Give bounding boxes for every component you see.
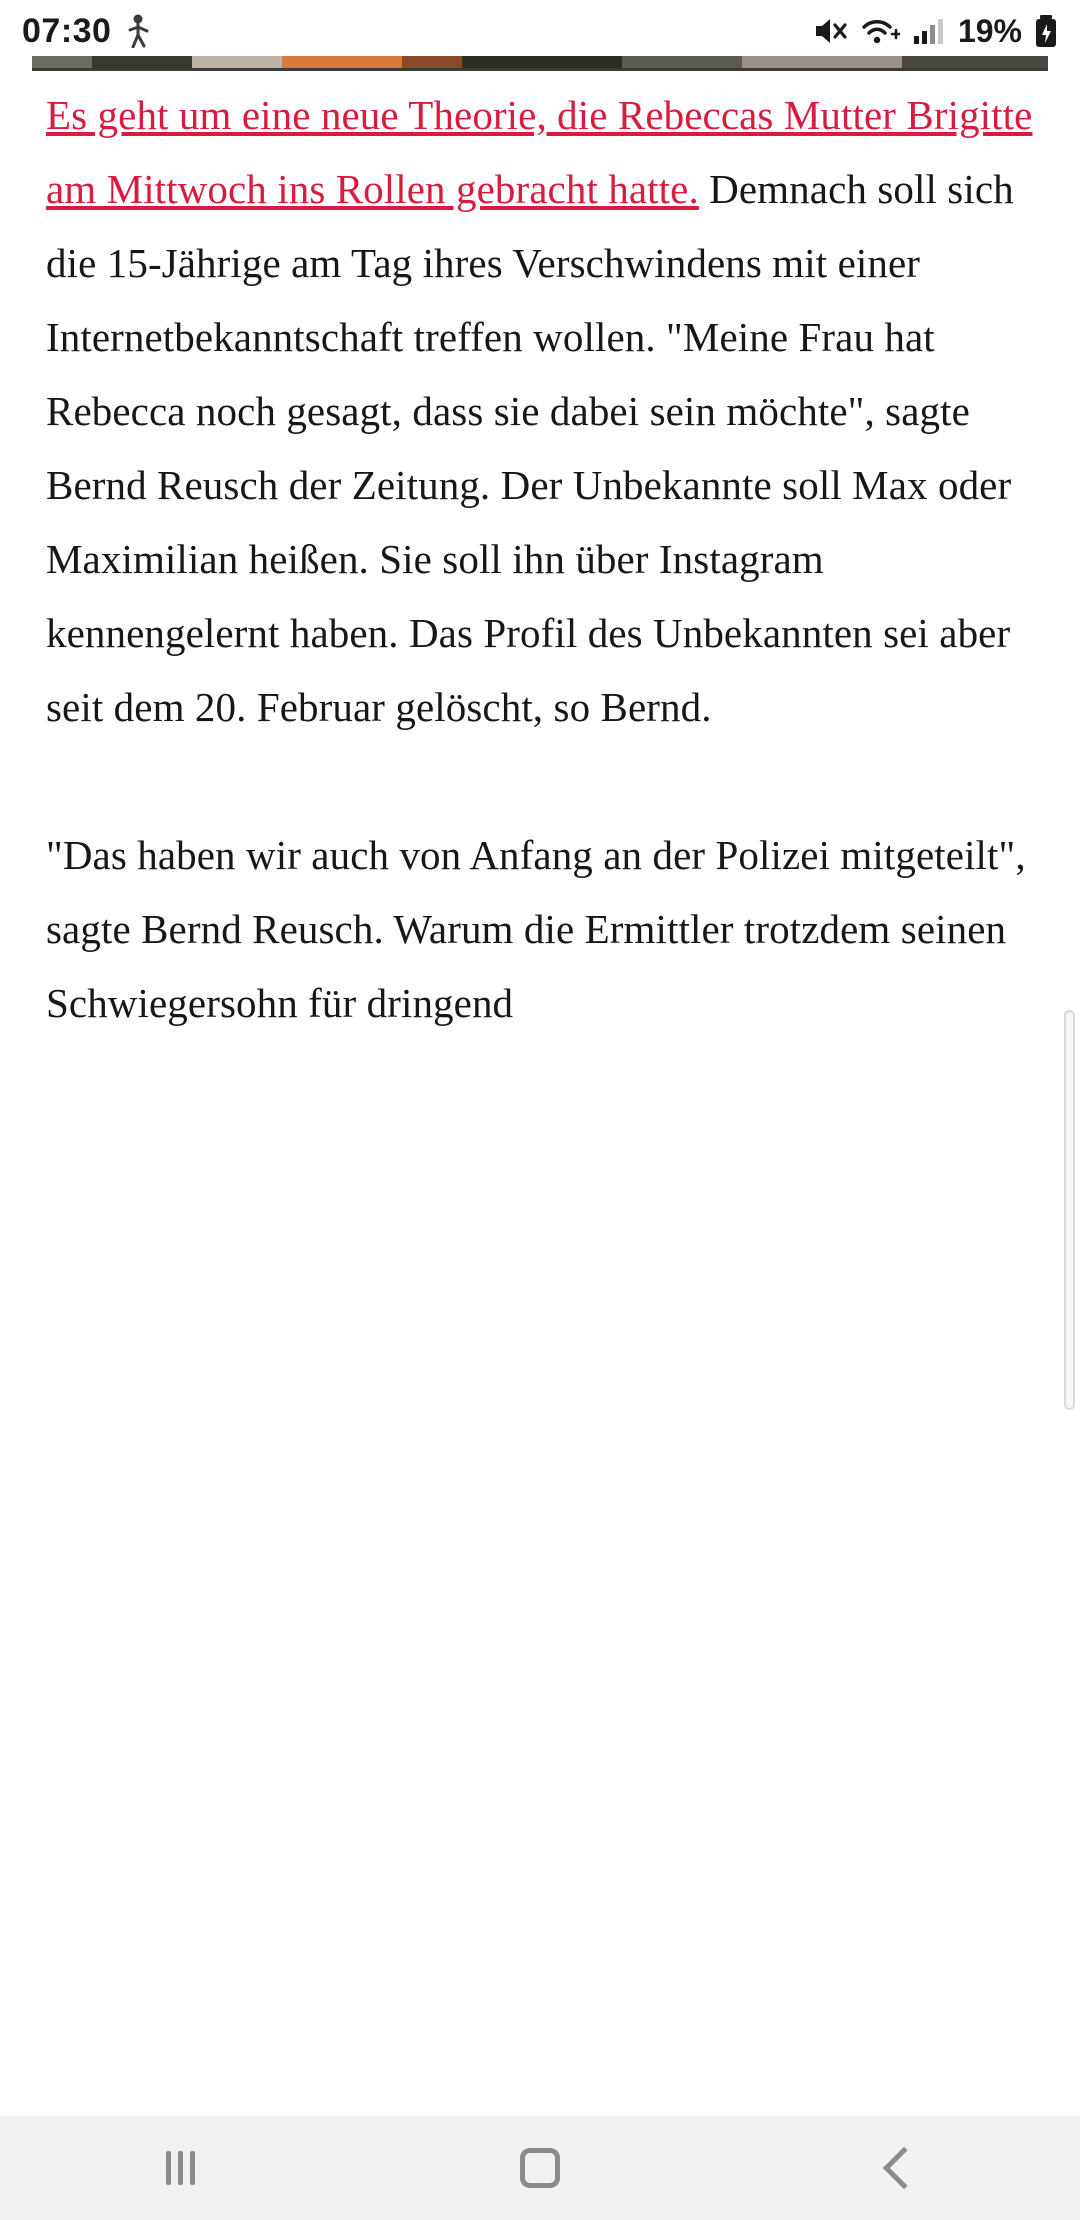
battery-percent-label: 19% xyxy=(957,12,1022,49)
back-button[interactable] xyxy=(720,2116,1080,2220)
status-bar xyxy=(0,0,1080,62)
home-icon xyxy=(520,2148,560,2188)
status-bar-left xyxy=(22,12,151,51)
back-chevron-icon xyxy=(883,2147,925,2189)
volume-mute-icon xyxy=(812,14,848,48)
status-clock: 07:30 xyxy=(22,11,112,50)
battery-charging-icon xyxy=(1034,14,1058,48)
article-paragraph-2-text: "Das haben wir auch von Anfang an der Polizei mitgeteilt", sagte Bernd Reusch. Warum die Ermittler trotzdem seinen Schwiegersohn für dringend xyxy=(46,832,1026,1026)
system-navigation-bar xyxy=(0,2116,1080,2220)
article-image-strip xyxy=(32,56,1048,68)
article-content[interactable] xyxy=(0,78,1080,2138)
recents-button[interactable] xyxy=(0,2116,360,2220)
article-lead-link[interactable]: Es geht um eine neue Theorie, die Rebeccas Mutter Brigitte am Mittwoch ins Rollen gebracht hatte. xyxy=(46,92,1033,212)
recents-icon xyxy=(166,2151,195,2185)
article-divider xyxy=(32,68,1048,71)
home-button[interactable] xyxy=(360,2116,720,2220)
article-paragraph-1-text: Demnach soll sich die 15-Jährige am Tag ihres Verschwindens mit einer Internetbekanntschaft treffen wollen. "Meine Frau hat Rebecca noch gesagt, dass sie dabei sein möchte", sagte Bernd Reusch der Zeitung. Der Unbekannte soll Max oder Maximilian heißen. Sie soll ihn über Instagram kennengelernt haben. Das Profil des Unbekannten sei aber seit dem 20. Februar gelöscht, so Bernd. xyxy=(46,166,1014,730)
cellular-signal-icon xyxy=(912,14,946,48)
wifi-icon xyxy=(860,14,900,48)
article-paragraph-1 xyxy=(46,78,1034,744)
page-scrollbar[interactable] xyxy=(1064,1010,1075,1410)
article-paragraph-2 xyxy=(46,818,1034,1040)
walking-person-icon xyxy=(125,14,151,48)
status-bar-right xyxy=(812,13,1058,50)
